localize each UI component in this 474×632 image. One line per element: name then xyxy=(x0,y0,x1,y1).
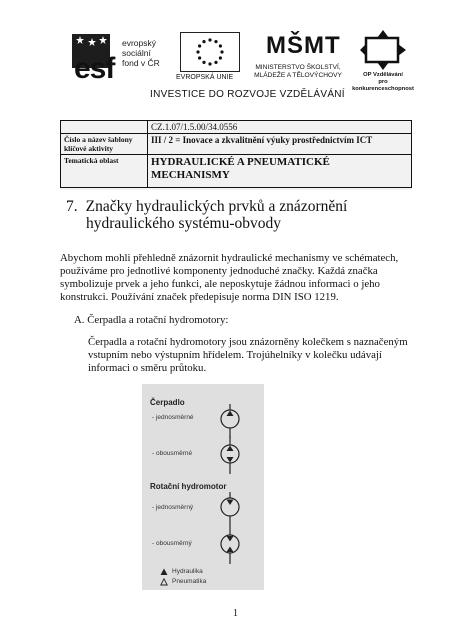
motor-single-icon xyxy=(216,492,244,528)
pneumatic-legend-label: Pneumatika xyxy=(172,578,207,585)
intro-paragraph: Abychom mohli přehledně znázornit hydraulické mechanismy ve schématech, používáme pro jednotlivé komponenty jednoduché značky. Každá značka symbolizuje prvek a jeho funkci, ale neposkytuje žádnou informaci o jeho konstrukci. Používání značek předepisuje norma DIN ISO 1219. xyxy=(60,252,399,303)
msmt-logo xyxy=(252,32,344,86)
msmt-logo-text: MŠMT xyxy=(266,32,341,59)
template-label: Číslo a název šablony klíčové aktivity xyxy=(61,134,148,155)
symbol-figure xyxy=(142,384,264,590)
table-row xyxy=(61,155,412,188)
op-emblem-icon xyxy=(360,30,406,70)
section-a-text: Čerpadla a rotační hydromotory jsou znázorněny kolečkem s naznačeným vstupním nebo výstupním hřídelem. Trojúhelníky v kolečku udávají informaci o směru průtoku. xyxy=(88,336,408,374)
template-value: III / 2 = Inovace a zkvalitnění výuky prostřednictvím ICT xyxy=(148,134,412,155)
eu-flag-icon xyxy=(180,32,240,72)
pneumatic-legend-icon xyxy=(160,578,168,586)
section-a-heading: A. Čerpadla a rotační hydromotory: xyxy=(74,314,229,326)
motor-title: Rotační hydromotor xyxy=(150,482,227,491)
pump-double-label: - obousměrné xyxy=(152,450,193,457)
table-row xyxy=(61,121,412,134)
op-caption: OP Vzdělávání pro konkurenceschopnost xyxy=(352,72,414,92)
esf-caption: evropský sociální fond v ČR xyxy=(122,38,160,68)
table-row xyxy=(61,134,412,155)
motor-single-label: - jednosměrný xyxy=(152,504,194,511)
pump-double-icon xyxy=(216,436,244,476)
esf-letters: esf xyxy=(74,52,115,85)
chapter-title-line2: hydraulického systému-obvody xyxy=(86,215,282,232)
info-table xyxy=(60,120,412,188)
tagline: INVESTICE DO ROZVOJE VZDĚLÁVÁNÍ xyxy=(150,89,345,100)
pump-single-icon xyxy=(216,404,244,440)
topic-value: HYDRAULICKÉ A PNEUMATICKÉ MECHANISMY xyxy=(148,155,412,188)
esf-logo xyxy=(72,34,170,84)
empty-label-cell xyxy=(61,121,148,134)
eu-logo xyxy=(176,32,240,82)
chapter-heading xyxy=(66,198,347,232)
motor-double-label: - obousměrný xyxy=(152,540,192,547)
pump-title: Čerpadlo xyxy=(150,398,185,407)
pump-single-label: - jednosměrné xyxy=(152,414,194,421)
eu-caption: EVROPSKÁ UNIE xyxy=(176,74,234,81)
msmt-caption: MINISTERSTVO ŠKOLSTVÍ, MLÁDEŽE A TĚLOVÝCHOVY xyxy=(254,64,342,79)
hydraulic-legend-icon xyxy=(160,568,168,576)
motor-double-icon xyxy=(216,526,244,566)
chapter-title-line1: Značky hydraulických prvků a znázornění xyxy=(85,198,348,215)
chapter-number: 7. xyxy=(66,198,78,215)
project-code: CZ.1.07/1.5.00/34.0556 xyxy=(148,121,412,134)
op-logo xyxy=(352,30,414,92)
hydraulic-legend-label: Hydraulika xyxy=(172,568,203,575)
page-number: 1 xyxy=(233,608,238,619)
topic-label: Tematická oblast xyxy=(61,155,148,188)
